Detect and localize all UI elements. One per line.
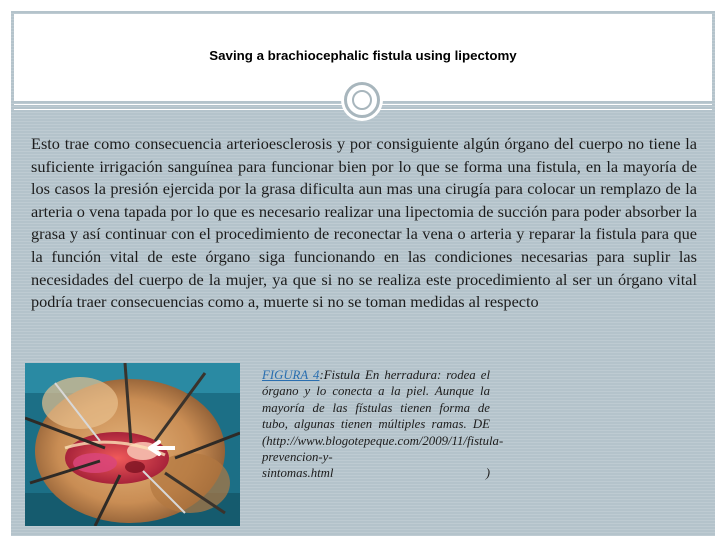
caption-last-line	[262, 465, 490, 481]
caption-closing-paren: )	[485, 466, 490, 481]
slide-title: Saving a brachiocephalic fistula using lipectomy	[209, 48, 517, 63]
figure-caption	[262, 367, 504, 482]
ring-ornament-icon	[341, 79, 383, 121]
figure-link[interactable]: FIGURA 4	[262, 368, 320, 382]
surgery-illustration	[25, 363, 240, 526]
caption-url-end: sintomas.html	[262, 466, 334, 481]
body-paragraph: Esto trae como consecuencia arterioesclerosis y por consiguiente algún órgano del cuerpo no tiene la suficiente irrigación sanguínea para funcionar bien por lo que se forma una fistula, en la mayoría de los casos la presión ejercida por la grasa dificulta aun mas una cirugía para colocar un remplazo de la arteria o vena tapada por lo que es necesario realizar una lipectomia de succión para poder absorber la grasa y así continuar con el procedimiento de reconectar la vena o arteria y reparar la fistula para que la función vital de este órgano siga funcionando en las condiciones necesarias para suplir las necesidades del cuerpo de la mujer, ya que si no se realiza este procedimiento al ser un órgano vital podría traer consecuencias como a, muerte si no se toman medidas al respecto	[31, 134, 697, 312]
surgical-fistula-photo	[25, 363, 240, 526]
caption-text: :Fistula En herradura: rodea el órgano y lo conecta a la piel. Aunque la mayoría de las fístulas tienen forma de tubo, algunas tienen múltiples ramas. DE (http://www.blogotepeque.com/2009/11/fistula-prevencion-y-	[262, 368, 504, 465]
